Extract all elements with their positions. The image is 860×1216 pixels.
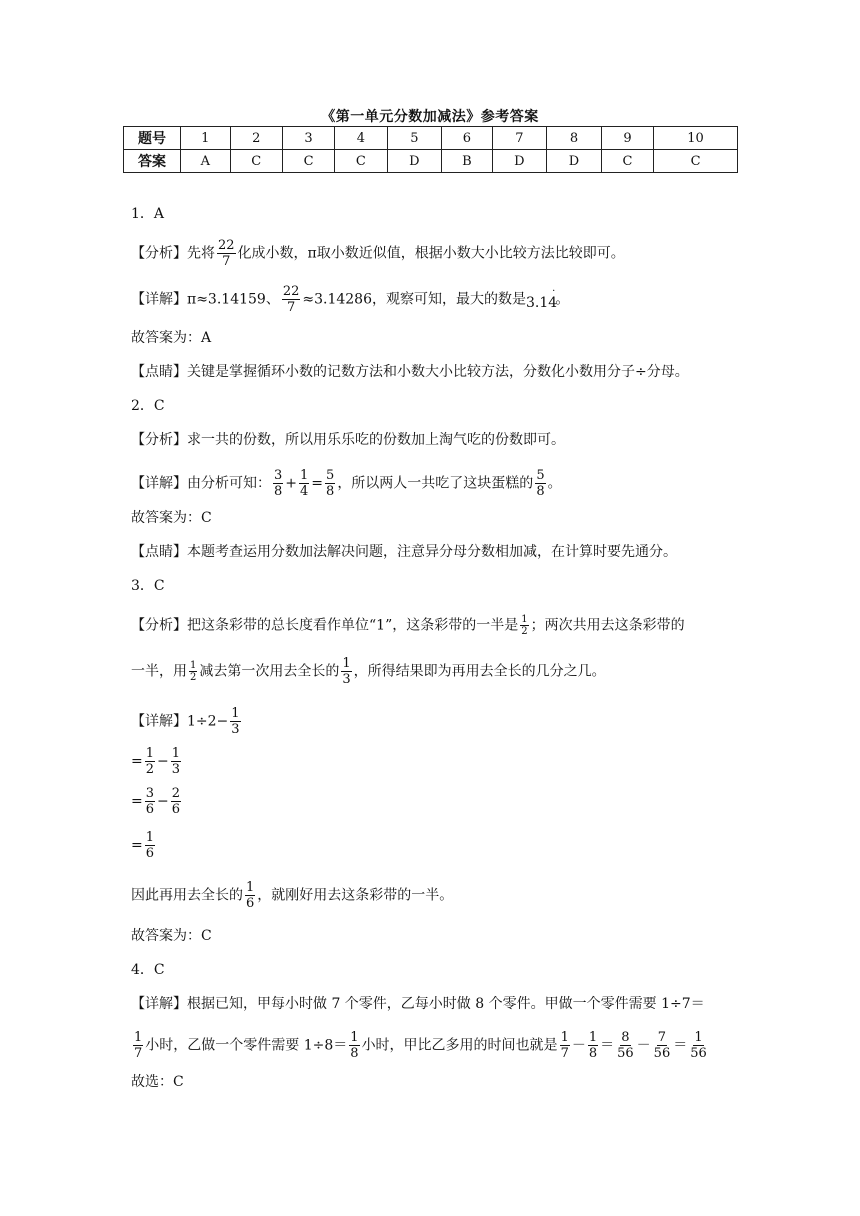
fraction (560, 1030, 570, 1061)
numerator: 1 (145, 830, 155, 845)
denominator: 3 (342, 672, 351, 687)
minus-sign: － (636, 1037, 651, 1054)
fraction (520, 614, 528, 637)
table-cell: 2 (230, 127, 282, 150)
q3-step-3 (131, 830, 157, 861)
denominator: 8 (350, 1046, 359, 1061)
numerator: 7 (657, 1030, 667, 1045)
q1-largest-number: 3.14 (526, 294, 558, 311)
table-cell: 10 (654, 127, 738, 150)
table-cell: 7 (492, 127, 547, 150)
q3-detail-text: 【详解】1÷2− (131, 713, 229, 730)
q4-detail-line2 (131, 1030, 710, 1061)
fraction (189, 660, 197, 683)
q2-detail-text-b: ，所以两人一共吃了这块蛋糕的 (337, 475, 534, 492)
table-cell: A (181, 150, 231, 173)
q4-text-a: 小时，乙做一个零件需要 1÷8＝ (145, 1037, 348, 1054)
numerator: 1 (231, 706, 240, 721)
denominator: 8 (588, 1046, 598, 1061)
fraction (145, 786, 155, 817)
numerator: 1 (190, 660, 197, 671)
fraction (245, 880, 255, 911)
q1-result: 故答案为：A (131, 330, 212, 346)
q3-analysis-text-e: ，所得结果即为再用去全长的几分之几。 (353, 663, 606, 680)
q3-step-2 (131, 786, 183, 817)
numerator: 1 (171, 746, 181, 761)
table-cell: 1 (181, 127, 231, 150)
equals-sign: = (311, 475, 324, 492)
table-cell: 8 (547, 127, 602, 150)
equals-sign: = (131, 793, 143, 810)
denominator: 8 (326, 484, 335, 499)
denominator: 3 (231, 722, 240, 737)
denominator: 56 (690, 1046, 707, 1061)
numerator: 1 (694, 1030, 703, 1045)
answer-table (123, 126, 738, 173)
q4-text-b: 小时，甲比乙多用的时间也就是 (361, 1037, 558, 1054)
denominator: 8 (536, 484, 545, 499)
numerator: 1 (300, 468, 309, 483)
denominator: 6 (171, 802, 181, 817)
q3-analysis-text-c: 一半，用 (131, 663, 187, 680)
fraction (616, 1030, 635, 1061)
fraction (230, 706, 240, 737)
fraction (689, 1030, 708, 1061)
denominator: 4 (300, 484, 309, 499)
q3-analysis-line2 (131, 656, 606, 687)
fraction (171, 786, 181, 817)
numerator: 1 (246, 880, 255, 895)
q4-number: 4．C (131, 962, 165, 978)
q3-conclusion-text-a: 因此再用去全长的 (131, 887, 243, 904)
q3-step-1 (131, 746, 183, 777)
fraction (273, 468, 283, 499)
numerator: 3 (145, 786, 155, 801)
denominator: 7 (222, 254, 231, 269)
q1-comment: 【点睛】关键是掌握循环小数的记数方法和小数大小比较方法，分数化小数用分子÷分母。 (131, 364, 689, 380)
q3-analysis-line1 (131, 614, 685, 637)
q2-detail-text-a: 【详解】由分析可知： (131, 475, 271, 492)
q3-analysis-text-d: 减去第一次用去全长的 (199, 663, 340, 680)
numerator: 1 (588, 1030, 598, 1045)
plus-sign: + (285, 475, 298, 492)
table-row-answers (124, 150, 738, 173)
denominator: 2 (190, 672, 197, 683)
q1-detail (131, 284, 569, 315)
denominator: 56 (617, 1046, 634, 1061)
denominator: 3 (171, 762, 181, 777)
fraction (535, 468, 545, 499)
denominator: 6 (246, 896, 255, 911)
denominator: 2 (145, 762, 155, 777)
table-cell: D (492, 150, 547, 173)
fraction (145, 746, 155, 777)
fraction (588, 1030, 598, 1061)
q3-analysis-text-b: ；两次共用去这条彩带的 (530, 617, 685, 634)
numerator: 22 (282, 284, 300, 299)
denominator: 56 (653, 1046, 671, 1061)
minus-sign: − (157, 793, 169, 810)
numerator: 1 (342, 656, 351, 671)
q1-detail-text-c: 。 (555, 291, 570, 308)
numerator: 1 (350, 1030, 359, 1045)
fraction (282, 284, 301, 315)
q3-conclusion (131, 880, 453, 911)
denominator: 7 (560, 1046, 569, 1061)
table-cell: C (654, 150, 738, 173)
q1-number: 1．A (131, 206, 165, 222)
numerator: 1 (521, 614, 528, 625)
numerator: 1 (560, 1030, 569, 1045)
table-cell: 4 (335, 127, 387, 150)
repeating-dot-mark: · (552, 285, 556, 297)
denominator: 7 (134, 1046, 143, 1061)
fraction (349, 1030, 359, 1061)
fraction (341, 656, 351, 687)
denominator: 8 (274, 484, 283, 499)
denominator: 6 (145, 802, 155, 817)
page-title: 《第一单元分数加减法》参考答案 (321, 109, 539, 125)
denominator: 7 (286, 300, 296, 315)
numerator: 22 (218, 238, 235, 253)
table-cell: B (442, 150, 492, 173)
fraction (653, 1030, 672, 1061)
equals-sign: ＝ (600, 1037, 615, 1054)
table-cell: D (547, 150, 602, 173)
table-cell: 6 (442, 127, 492, 150)
q3-analysis-text-a: 【分析】把这条彩带的总长度看作单位“1”，这条彩带的一半是 (131, 617, 519, 634)
numerator: 2 (171, 786, 181, 801)
denominator: 2 (521, 626, 528, 637)
q1-analysis-text-b: 化成小数，π取小数近似值，根据小数大小比较方法比较即可。 (237, 245, 625, 262)
table-cell: 5 (387, 127, 442, 150)
q2-detail-end: 。 (547, 475, 562, 492)
q4-detail-line1: 【详解】根据已知，甲每小时做 7 个零件，乙每小时做 8 个零件。甲做一个零件需要 1÷7＝ (131, 996, 705, 1012)
fraction (171, 746, 181, 777)
q1-detail-text-a: 【详解】π≈3.14159、 (131, 291, 280, 308)
row-head-answer: 答案 (124, 150, 181, 173)
minus-sign: － (571, 1037, 586, 1054)
q1-analysis-text-a: 【分析】先将 (131, 245, 215, 262)
q3-result: 故答案为：C (131, 928, 212, 944)
numerator: 8 (621, 1030, 630, 1045)
q3-detail (131, 706, 243, 737)
equals-sign: = (131, 837, 143, 854)
numerator: 3 (274, 468, 283, 483)
q1-detail-text-b: ≈3.14286，观察可知，最大的数是 (302, 291, 526, 308)
q2-number: 2．C (131, 398, 165, 414)
q4-result: 故选：C (131, 1074, 184, 1090)
table-cell: C (282, 150, 334, 173)
table-cell: 3 (282, 127, 334, 150)
q2-result: 故答案为：C (131, 510, 212, 526)
q2-analysis: 【分析】求一共的份数，所以用乐乐吃的份数加上淘气吃的份数即可。 (131, 432, 565, 448)
denominator: 6 (145, 846, 155, 861)
table-cell: C (335, 150, 387, 173)
q1-analysis (131, 238, 625, 269)
q2-detail (131, 468, 562, 499)
table-row-numbers (124, 127, 738, 150)
numerator: 1 (145, 746, 155, 761)
q3-conclusion-text-b: ，就刚好用去这条彩带的一半。 (257, 887, 454, 904)
minus-sign: − (157, 753, 169, 770)
q2-comment: 【点睛】本题考查运用分数加法解决问题，注意异分母分数相加减，在计算时要先通分。 (131, 544, 677, 560)
table-cell: D (387, 150, 442, 173)
fraction (299, 468, 309, 499)
equals-sign: ＝ (673, 1037, 688, 1054)
fraction (217, 238, 236, 269)
fraction (145, 830, 155, 861)
numerator: 1 (134, 1030, 143, 1045)
table-cell: C (230, 150, 282, 173)
table-cell: C (601, 150, 653, 173)
equals-sign: = (131, 753, 143, 770)
table-cell: 9 (601, 127, 653, 150)
fraction (325, 468, 335, 499)
q3-number: 3．C (131, 578, 165, 594)
row-head-number: 题号 (124, 127, 181, 150)
numerator: 5 (326, 468, 335, 483)
numerator: 5 (536, 468, 545, 483)
fraction (133, 1030, 143, 1061)
